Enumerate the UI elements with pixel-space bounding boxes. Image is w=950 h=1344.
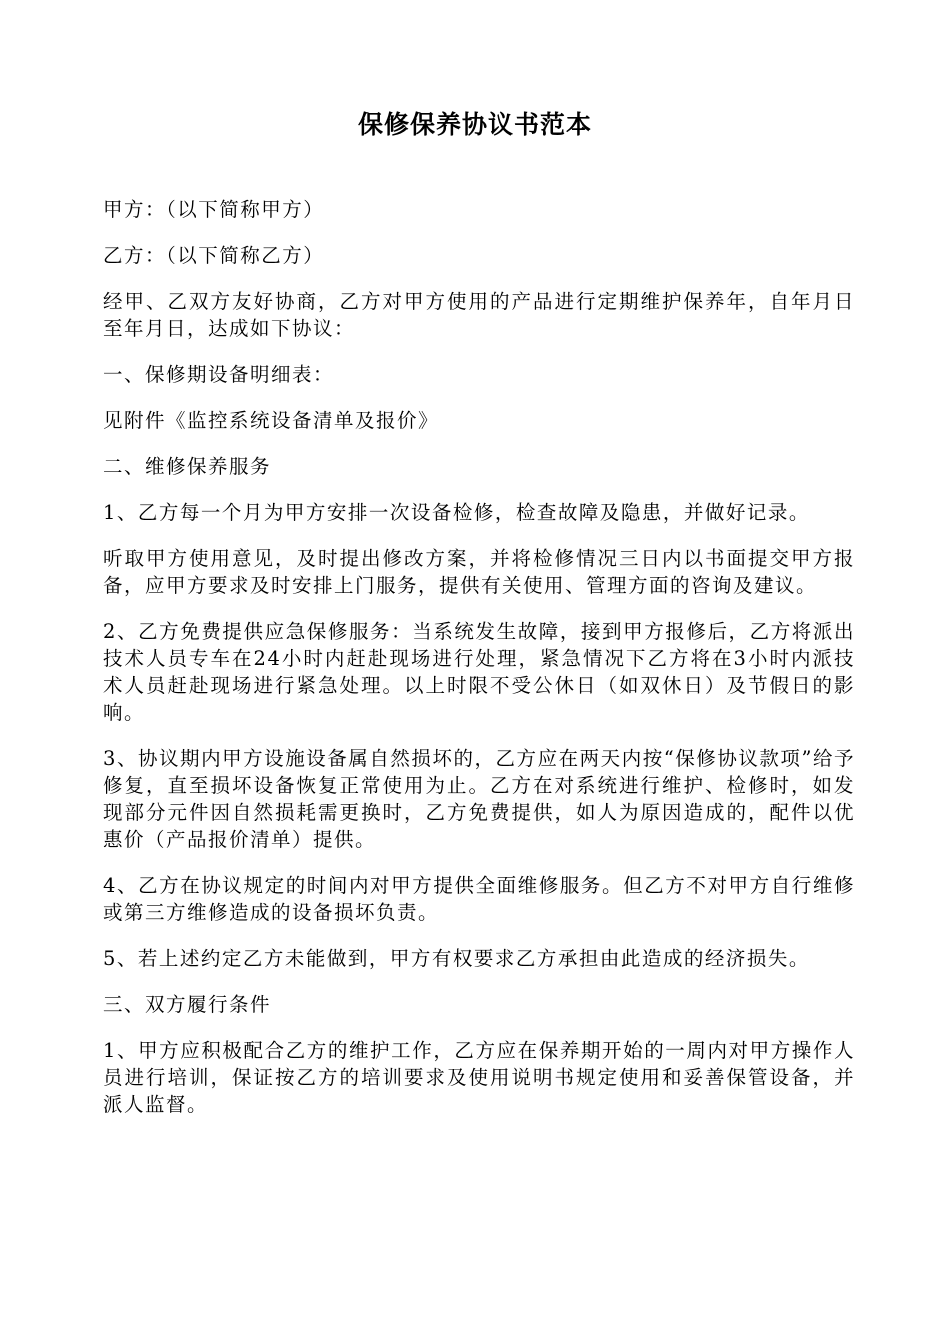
- clause-3-1: 1、甲方应积极配合乙方的维护工作，乙方应在保养期开始的一周内对甲方操作人员进行培训，保证按乙方的培训要求及使用说明书规定使用和妥善保管设备，并派人监督。: [103, 1039, 855, 1116]
- party-b-line: 乙方：（以下简称乙方）: [103, 244, 325, 267]
- clause-2-1-detail: 听取甲方使用意见，及时提出修改方案，并将检修情况三日内以书面提交甲方报备，应甲方要求及时安排上门服务，提供有关使用、管理方面的咨询及建议。: [103, 547, 855, 597]
- agreement-intro: 经甲、乙双方友好协商，乙方对甲方使用的产品进行定期维护保养年，自年月日至年月日，达成如下协议：: [103, 290, 855, 340]
- section-heading-3: 三、双方履行条件: [103, 993, 272, 1016]
- document-body: [103, 196, 855, 1137]
- clause-2-1: 1、乙方每一个月为甲方安排一次设备检修，检查故障及隐患，并做好记录。: [103, 501, 810, 524]
- attachment-reference: 见附件《监控系统设备清单及报价》: [103, 409, 440, 432]
- party-a-line: 甲方：（以下简称甲方）: [103, 198, 325, 221]
- section-heading-1: 一、保修期设备明细表：: [103, 363, 335, 386]
- document-title: 保修保养协议书范本: [357, 110, 592, 139]
- clause-2-4: 4、乙方在协议规定的时间内对甲方提供全面维修服务。但乙方不对甲方自行维修或第三方维修造成的设备损坏负责。: [103, 874, 855, 924]
- clause-2-2: 2、乙方免费提供应急保修服务：当系统发生故障，接到甲方报修后，乙方将派出技术人员专车在24小时内赶赴现场进行处理，紧急情况下乙方将在3小时内派技术人员赶赴现场进行紧急处理。以上时限不受公休日（如双休日）及节假日的影响。: [103, 620, 855, 724]
- section-heading-2: 二、维修保养服务: [103, 455, 272, 478]
- clause-2-3: 3、协议期内甲方设施设备属自然损坏的，乙方应在两天内按“保修协议款项”给予修复，直至损坏设备恢复正常使用为止。乙方在对系统进行维护、检修时，如发现部分元件因自然损耗需更换时，乙方免费提供，如人为原因造成的，配件以优惠价（产品报价清单）提供。: [103, 747, 855, 851]
- clause-2-5: 5、若上述约定乙方未能做到，甲方有权要求乙方承担由此造成的经济损失。: [103, 947, 810, 970]
